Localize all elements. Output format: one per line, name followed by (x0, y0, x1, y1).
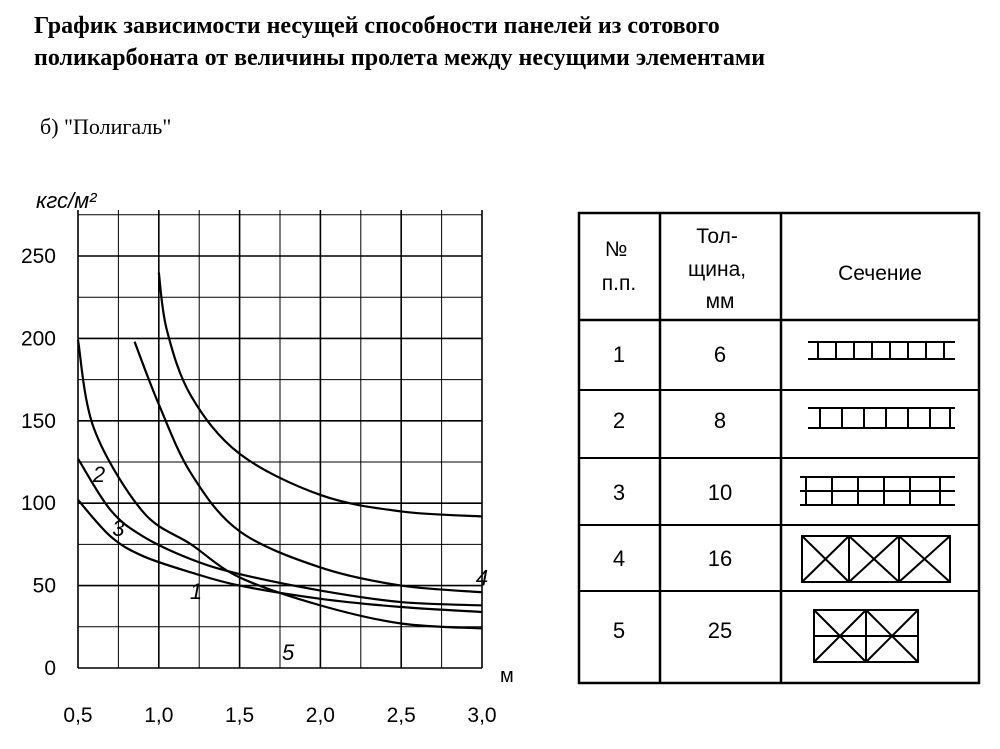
x-tick-label: 1,0 (144, 704, 174, 727)
y-axis-label: кгс/м² (36, 188, 97, 213)
y-tick-label: 150 (20, 409, 56, 433)
title-line-2: поликарбоната от величины пролета между несущими элементами (34, 45, 766, 71)
table-cell-no: 2 (612, 408, 626, 433)
table-cell-thickness: 16 (707, 546, 733, 571)
x-tick-label: 3,0 (467, 704, 497, 727)
section-triple-wall-icon (800, 477, 955, 505)
table-header-section: Сечение (838, 262, 922, 285)
curve-label-4: 4 (475, 565, 489, 591)
curve-label-2: 2 (92, 461, 106, 487)
title-line-1: График зависимости несущей способности панелей из сотового (34, 13, 720, 39)
table-cell-no: 5 (612, 618, 626, 643)
table-cell-no: 3 (612, 480, 626, 505)
chart-subtitle: б) "Полигаль" (40, 114, 172, 139)
table-cell-thickness: 8 (713, 408, 727, 433)
section-x-structure-icon (802, 536, 950, 582)
section-twin-wall-8mm-icon (808, 408, 955, 428)
x-axis-label: м (500, 665, 514, 687)
table-cell-no: 4 (612, 546, 626, 571)
table-cell-thickness: 25 (707, 618, 733, 643)
table-cell-no: 1 (612, 342, 626, 367)
curve-label-1: 1 (189, 578, 203, 604)
y-tick-label: 250 (20, 245, 56, 268)
section-twin-wall-6mm-icon (808, 342, 955, 359)
y-tick-label: 50 (32, 574, 56, 598)
section-x-structure-double-icon (814, 610, 918, 662)
table-header-thickness: Тол- щина, мм (688, 225, 747, 313)
x-tick-label: 2,0 (305, 704, 336, 727)
y-tick-label: 200 (20, 327, 56, 351)
curve-label-3: 3 (112, 516, 125, 542)
y-tick-label: 0 (44, 657, 56, 680)
table-cell-thickness: 10 (707, 480, 733, 505)
curve-label-5: 5 (281, 639, 295, 665)
section-table (579, 213, 979, 683)
x-tick-label: 0,5 (63, 704, 93, 727)
chart-curves (78, 272, 488, 664)
table-cell-thickness: 6 (713, 342, 727, 367)
table-header-no: № п.п. (601, 238, 637, 295)
y-tick-label: 100 (20, 492, 56, 516)
chart-grid (78, 210, 482, 668)
x-tick-label: 2,5 (386, 704, 416, 727)
x-tick-label: 1,5 (224, 704, 255, 727)
